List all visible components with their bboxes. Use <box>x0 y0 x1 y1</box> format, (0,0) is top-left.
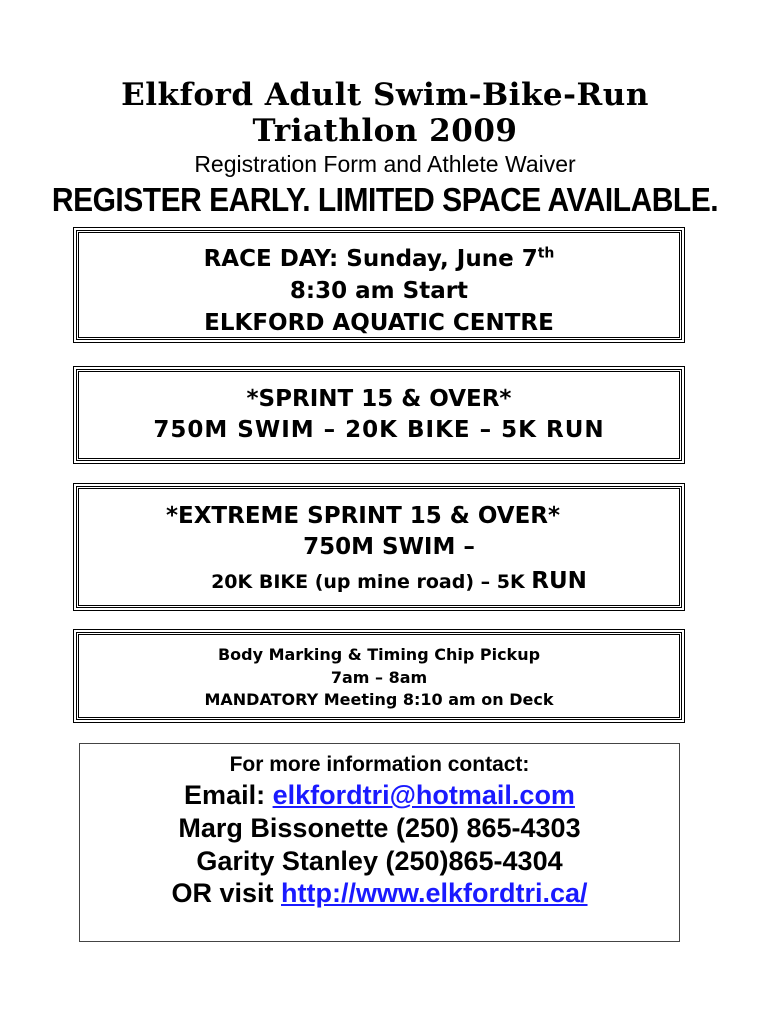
subtitle: Registration Form and Athlete Waiver <box>194 151 576 177</box>
extreme-sprint-bike-text: 20K BIKE (up mine road) – 5K <box>211 571 532 593</box>
sprint-heading: *SPRINT 15 & OVER* <box>246 386 512 412</box>
extreme-sprint-run-text: RUN <box>531 568 587 594</box>
title-line-1: Elkford Adult Swim-Bike-Run <box>121 77 649 113</box>
contact-email-line <box>80 779 679 811</box>
extreme-sprint-swim: 750M SWIM – <box>303 534 475 560</box>
extreme-sprint-box <box>76 486 682 608</box>
body-marking-heading: Body Marking & Timing Chip Pickup <box>217 645 541 664</box>
register-early-banner: REGISTER EARLY. LIMITED SPACE AVAILABLE. <box>51 181 719 219</box>
extreme-sprint-bike-run <box>99 567 699 596</box>
visit-label: OR visit <box>171 878 281 908</box>
body-marking-box <box>76 632 682 720</box>
contact-person-1: Marg Bissonette (250) 865-4303 <box>178 813 581 843</box>
contact-person-2: Garity Stanley (250)865-4304 <box>196 846 563 876</box>
email-label: Email: <box>184 780 273 810</box>
website-link[interactable]: http://www.elkfordtri.ca/ <box>281 878 588 908</box>
contact-website-line <box>80 877 679 909</box>
sprint-box <box>76 369 682 461</box>
race-start-time: 8:30 am Start <box>289 278 469 304</box>
contact-info-box <box>79 743 680 942</box>
contact-heading: For more information contact: <box>229 753 530 776</box>
race-day-date-text: RACE DAY: Sunday, June 7 <box>203 246 538 272</box>
race-day-box <box>76 230 682 340</box>
extreme-sprint-heading: *EXTREME SPRINT 15 & OVER* <box>165 503 561 529</box>
mandatory-meeting: MANDATORY Meeting 8:10 am on Deck <box>204 690 554 709</box>
email-link[interactable]: elkfordtri@hotmail.com <box>272 780 575 810</box>
race-day-date-suffix: th <box>537 245 555 262</box>
race-venue: ELKFORD AQUATIC CENTRE <box>204 310 554 336</box>
race-day-date <box>79 245 679 273</box>
title-line-2: Triathlon 2009 <box>252 113 518 149</box>
body-marking-time: 7am – 8am <box>330 668 428 687</box>
sprint-distances: 750M SWIM – 20K BIKE – 5K RUN <box>153 417 605 443</box>
